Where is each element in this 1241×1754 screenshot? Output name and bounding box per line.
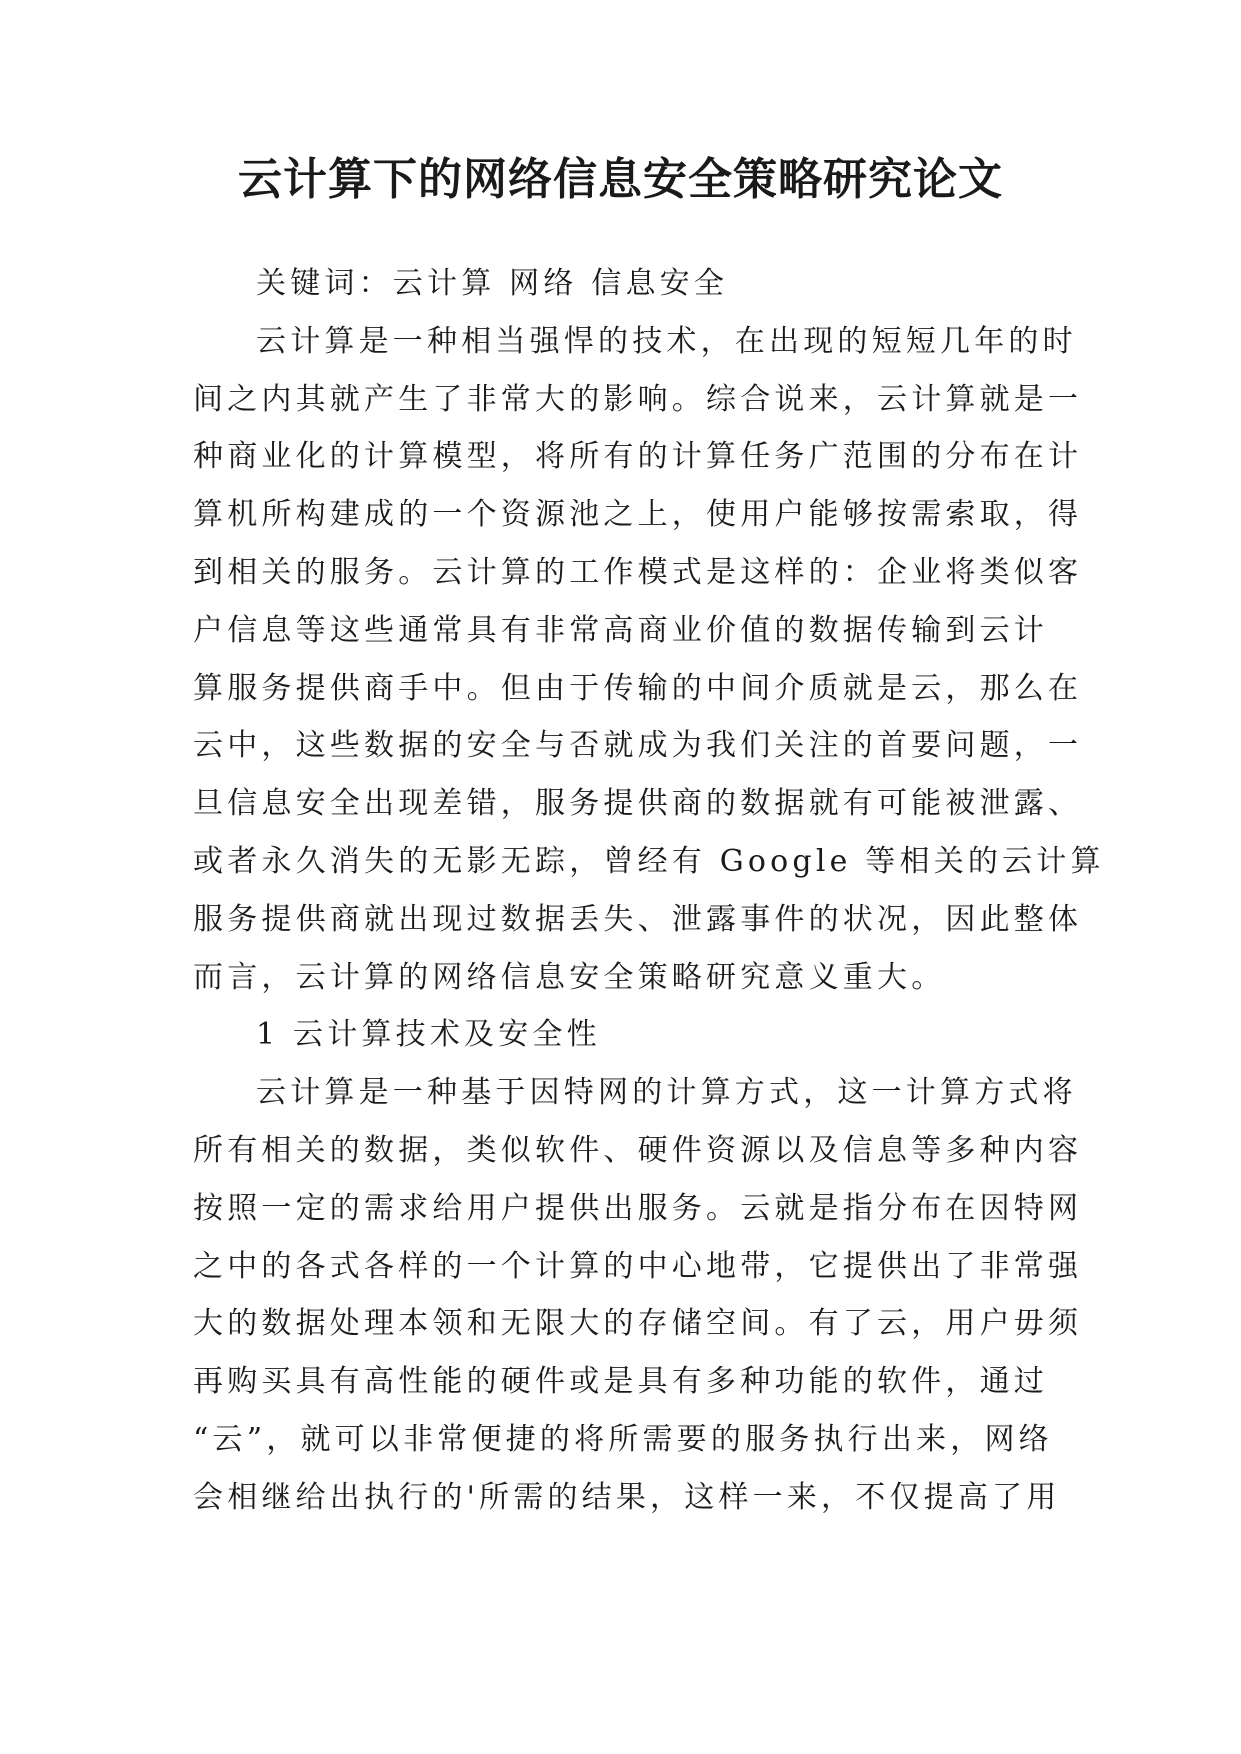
paragraph-line: 大的数据处理本领和无限大的存储空间。有了云，用户毋须 xyxy=(193,1306,1083,1342)
page-title: 云计算下的网络信息安全策略研究论文 xyxy=(238,154,1003,205)
paragraph-line: 旦信息安全出现差错，服务提供商的数据就有可能被泄露、 xyxy=(193,786,1083,822)
paragraph-line: 云中，这些数据的安全与否就成为我们关注的首要问题，一 xyxy=(193,728,1083,764)
paragraph-line: 再购买具有高性能的硬件或是具有多种功能的软件，通过 xyxy=(193,1364,1048,1400)
paragraph-line: 算机所构建成的一个资源池之上，使用户能够按需索取，得 xyxy=(193,497,1083,533)
paragraph-line: “云”，就可以非常便捷的将所需要的服务执行出来，网络 xyxy=(193,1421,1053,1457)
paragraph-line: 按照一定的需求给用户提供出服务。云就是指分布在因特网 xyxy=(193,1190,1083,1226)
document-body xyxy=(193,255,1105,1527)
paragraph-line: 之中的各式各样的一个计算的中心地带，它提供出了非常强 xyxy=(193,1248,1083,1284)
paragraph-line: 算服务提供商手中。但由于传输的中间介质就是云，那么在 xyxy=(193,670,1083,706)
section-heading: 1 云计算技术及安全性 xyxy=(256,1017,601,1053)
paragraph-line: 所有相关的数据，类似软件、硬件资源以及信息等多种内容 xyxy=(193,1132,1083,1168)
paragraph-line: 服务提供商就出现过数据丢失、泄露事件的状况，因此整体 xyxy=(193,901,1083,937)
paragraph-line: 云计算是一种相当强悍的技术，在出现的短短几年的时 xyxy=(256,323,1077,359)
paragraph-line: 或者永久消失的无影无踪，曾经有 Google 等相关的云计算 xyxy=(193,843,1105,879)
paragraph-line: 云计算是一种基于因特网的计算方式，这一计算方式将 xyxy=(256,1075,1077,1111)
paragraph-line: 到相关的服务。云计算的工作模式是这样的：企业将类似客 xyxy=(193,554,1083,590)
paragraph-line: 间之内其就产生了非常大的影响。综合说来，云计算就是一 xyxy=(193,381,1083,417)
paragraph-line: 会相继给出执行的'所需的结果，这样一来，不仅提高了用 xyxy=(193,1479,1061,1515)
keywords-line: 关键词：云计算 网络 信息安全 xyxy=(256,266,729,301)
paragraph-line: 户信息等这些通常具有非常高商业价值的数据传输到云计 xyxy=(193,612,1048,648)
paragraph-line: 而言，云计算的网络信息安全策略研究意义重大。 xyxy=(193,959,946,995)
paragraph-line: 种商业化的计算模型，将所有的计算任务广范围的分布在计 xyxy=(193,439,1083,475)
